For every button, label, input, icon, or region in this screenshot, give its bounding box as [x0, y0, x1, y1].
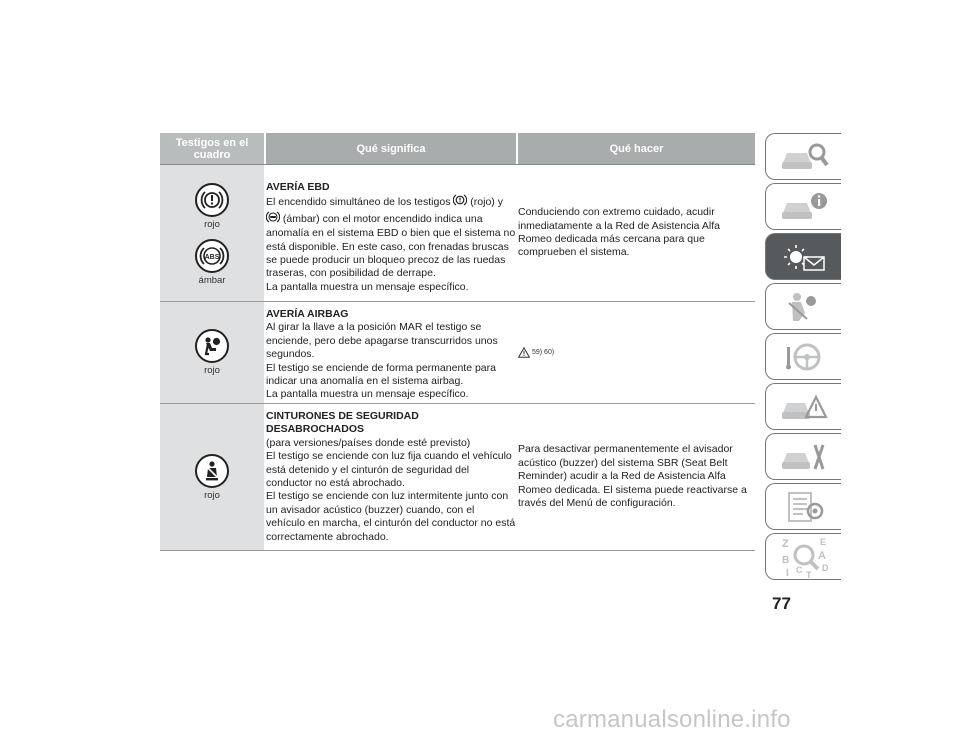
airbag-icon — [195, 329, 229, 363]
table-header — [160, 133, 755, 165]
row-title: AVERÍA AIRBAG — [266, 308, 349, 320]
meaning-text: El testigo se enciende de forma permanente para indicar una anomalía en el sistema airbag. — [266, 361, 496, 388]
meaning-cell — [264, 302, 516, 403]
meaning-fragment: (rojo) — [470, 196, 495, 209]
row-title: AVERÍA EBD — [266, 181, 330, 193]
table-row — [160, 302, 755, 404]
index-letter: B — [781, 554, 789, 566]
tab-safety[interactable] — [765, 283, 841, 330]
warning-lights-table — [160, 133, 755, 551]
steering-wheel-icon — [779, 339, 829, 375]
index-letter: I — [785, 567, 789, 579]
header-col-action: Qué hacer — [518, 133, 755, 164]
indicator-color-label: rojo — [204, 218, 220, 230]
meaning-text: El testigo se enciende con luz fija cuando el vehículo está detenido y el cinturón de seguridad del conductor no está abrochado. — [266, 450, 512, 490]
action-text: Conduciendo con extremo cuidado, acudir inmediatamente a la Red de Asistencia Alfa Romeo dedicada más cercana para que comprueben el sistema. — [518, 206, 720, 259]
indicator-color-label: ámbar — [198, 274, 226, 286]
meaning-text — [266, 194, 516, 280]
action-cell — [516, 302, 755, 403]
warning-triangle-icon — [518, 347, 530, 358]
abs-icon-text: ABS — [204, 253, 220, 261]
warning-reference-text: 59) 60) — [532, 348, 555, 356]
meaning-text: La pantalla muestra un mensaje específico. — [266, 280, 469, 293]
safety-icon — [779, 289, 829, 325]
header-col-indicators: Testigos en el cuadro — [160, 133, 264, 164]
index-icon — [776, 535, 832, 579]
indicator-color-label: rojo — [204, 489, 220, 501]
tab-specs[interactable] — [765, 483, 841, 530]
meaning-text: (para versiones/países donde esté previsto) — [266, 436, 471, 449]
meaning-fragment: y — [497, 196, 503, 209]
tab-warning-lights[interactable] — [765, 233, 841, 280]
warning-lights-icon — [778, 239, 830, 275]
index-letter: D — [821, 562, 828, 573]
chapter-tabs — [765, 133, 841, 583]
header-col-meaning: Qué significa — [266, 133, 516, 164]
action-cell — [516, 165, 755, 301]
indicator-color-label: rojo — [204, 365, 220, 376]
car-search-icon — [779, 139, 829, 175]
tab-index[interactable] — [765, 533, 841, 580]
tab-steering[interactable] — [765, 333, 841, 380]
tab-maintenance[interactable] — [765, 433, 841, 480]
index-letter: A — [817, 549, 826, 562]
car-info-icon — [779, 189, 829, 225]
emergency-icon — [779, 389, 829, 425]
indicator-cell — [160, 302, 264, 403]
brake-warning-icon — [195, 183, 229, 217]
abs-icon — [195, 239, 229, 273]
abs-icon — [266, 211, 280, 227]
row-title: CINTURONES DE SEGURIDAD DESABROCHADOS — [266, 410, 419, 436]
tab-car-search[interactable] — [765, 133, 841, 180]
watermark: carmanualsonline.info — [553, 706, 791, 733]
table-row — [160, 165, 755, 302]
seatbelt-icon — [195, 454, 229, 488]
index-letter: Z — [781, 537, 789, 550]
page-number: 77 — [772, 594, 791, 613]
index-letter: C — [795, 564, 802, 575]
indicator-cell — [160, 404, 264, 550]
action-text: Para desactivar permanentemente el avisador acústico (buzzer) del sistema SBR (Seat Belt Reminder) acudir a la Red de Asistencia Alfa Romeo dedicada. El sistema puede reactivarse a través del Menú de configuración. — [518, 443, 747, 510]
meaning-text: La pantalla muestra un mensaje específico. — [266, 388, 469, 401]
meaning-text: Al girar la llave a la posición MAR el testigo se enciende, pero debe apagarse transcurridos unos segundos. — [266, 321, 498, 361]
action-cell — [516, 404, 755, 550]
index-letter: E — [819, 536, 826, 547]
indicator-cell — [160, 165, 264, 301]
maintenance-icon — [779, 439, 829, 475]
table-row — [160, 404, 755, 551]
meaning-fragment: (ámbar) con el motor encendido indica una anomalía en el sistema EBD o bien que el sistema no está disponible. En este caso, con frenadas bruscas se puede producir un bloqueo precoz de las ruedas traseras, con posibilidad de derrape. — [266, 212, 516, 280]
meaning-text: El testigo se enciende con luz intermitente junto con un avisador acústico (buzzer) cuando, con el vehículo en marcha, el cinturón del conductor no está correctamente abrochado. — [266, 490, 516, 543]
meaning-cell — [264, 165, 516, 301]
warning-reference — [518, 346, 554, 359]
meaning-fragment: El encendido simultáneo de los testigos — [266, 196, 451, 209]
tab-car-info[interactable] — [765, 183, 841, 230]
brake-warning-icon — [453, 194, 467, 210]
index-letter: T — [805, 569, 811, 579]
meaning-cell — [264, 404, 516, 550]
tab-emergency[interactable] — [765, 383, 841, 430]
specs-icon — [779, 489, 829, 525]
